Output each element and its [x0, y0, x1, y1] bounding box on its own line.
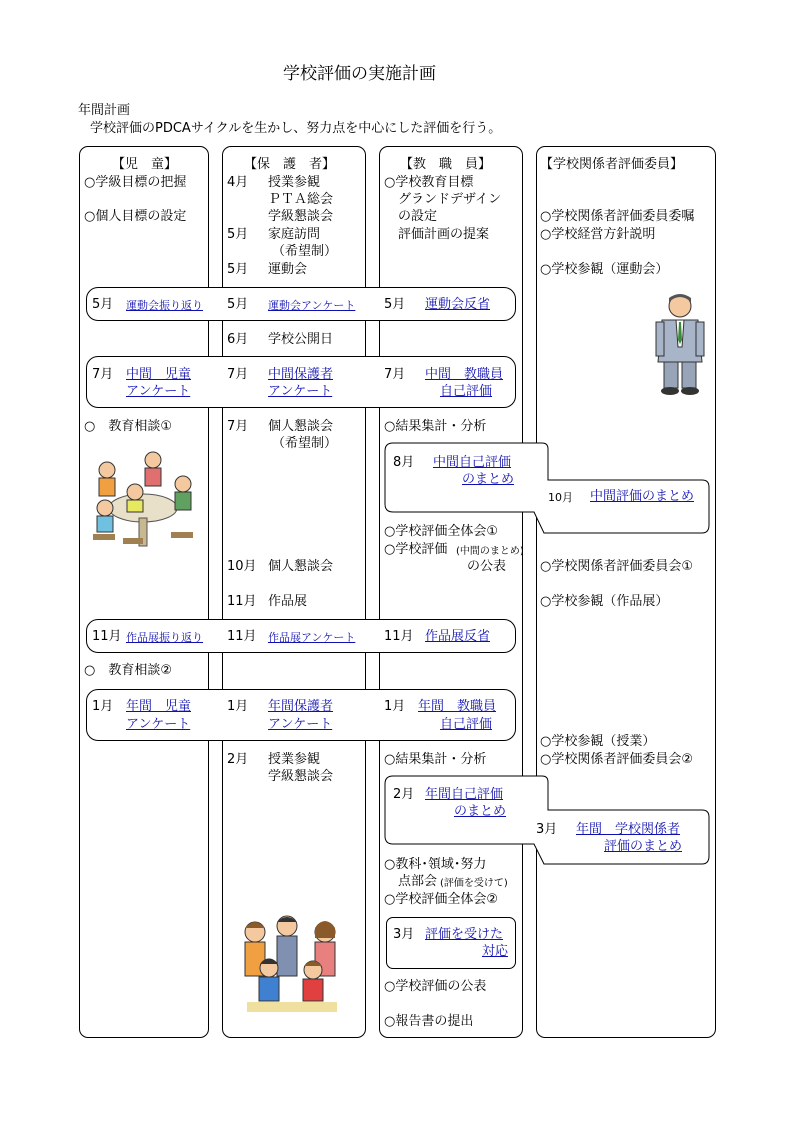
box-mar-staff-link-2[interactable]: 対応 [482, 944, 509, 959]
box-mar-staff-month: 3月 [393, 927, 415, 942]
band-nov-m1: 11月 [92, 629, 122, 644]
band-may-link-3[interactable]: 運動会反省 [425, 297, 491, 312]
committee-column [536, 146, 716, 1038]
band-may-m1: 5月 [92, 297, 114, 312]
guardians-feb-l1: 授業参観 [268, 752, 321, 767]
guardians-feb-month: 2月 [227, 752, 249, 767]
guardians-apr-l3: 学級懇談会 [268, 209, 334, 224]
box-aug-link-1[interactable]: 中間自己評価 [433, 455, 512, 470]
students-column [79, 146, 209, 1038]
guardians-apr-l2: ＰＴＡ総会 [268, 192, 334, 207]
committee-header: 【学校関係者評価委員】 [540, 157, 684, 172]
guardians-feb-l2: 学級懇談会 [268, 769, 334, 784]
band-jul-m3: 7月 [384, 367, 406, 382]
box-feb-link-2[interactable]: のまとめ [454, 804, 507, 819]
guardians-apr-l1: 授業参観 [268, 175, 321, 190]
staff-all-meeting-1: ○学校評価全体会① [384, 524, 498, 539]
committee-item-4: ○学校関係者評価委員会① [540, 559, 693, 574]
guardians-may2-month: 5月 [227, 262, 249, 277]
guardians-may-l1: 家庭訪問 [268, 227, 321, 242]
staff-publish-1-l2: の公表 [467, 559, 507, 574]
students-item-goal: ○学級目標の把握 [84, 175, 187, 190]
band-jan-link-1b[interactable]: アンケート [126, 717, 191, 732]
committee-item-7: ○学校関係者評価委員会② [540, 752, 693, 767]
guardians-apr-month: 4月 [227, 175, 249, 190]
band-may-m3: 5月 [384, 297, 406, 312]
staff-goal-l2: グランドデザイン [398, 192, 502, 207]
box-mar-committee-month: 3月 [536, 822, 558, 837]
committee-item-6: ○学校参観（授業） [540, 734, 656, 749]
section-heading: 年間計画 [78, 103, 131, 118]
committee-member-illustration [650, 292, 710, 397]
band-jul-link-2a[interactable]: 中間保護者 [268, 367, 334, 382]
children-discussion-illustration [83, 446, 203, 556]
students-header: 【児 童】 [112, 157, 178, 172]
guardians-nov-month: 11月 [227, 594, 257, 609]
guardians-may-l2: （希望制） [272, 244, 338, 259]
band-jul-link-3a[interactable]: 中間 教職員 [425, 367, 504, 382]
box-mar-committee-link-1[interactable]: 年間 学校関係者 [576, 822, 681, 837]
band-jul-m1: 7月 [92, 367, 114, 382]
guardians-oct-l1: 個人懇談会 [268, 559, 334, 574]
band-jul-link-3b[interactable]: 自己評価 [440, 384, 493, 399]
guardians-jun-l1: 学校公開日 [268, 332, 334, 347]
band-jan-link-2b[interactable]: アンケート [268, 717, 333, 732]
guardians-jul-l1: 個人懇談会 [268, 419, 334, 434]
band-jul-link-1b[interactable]: アンケート [126, 384, 191, 399]
band-nov-link-1[interactable]: 作品展振り返り [126, 631, 203, 644]
guardians-nov-l1: 作品展 [268, 594, 308, 609]
students-consult-1: ○ 教育相談① [84, 419, 172, 434]
committee-item-2: ○学校経営方針説明 [540, 227, 656, 242]
students-consult-2: ○ 教育相談② [84, 663, 172, 678]
band-jul-m2: 7月 [227, 367, 249, 382]
guardians-column [222, 146, 366, 1038]
staff-goal-l3: の設定 [398, 209, 438, 224]
section-intro: 学校評価のPDCAサイクルを生かし、努力点を中心にした評価を行う。 [90, 121, 502, 136]
band-jan-m2: 1月 [227, 699, 249, 714]
committee-item-3: ○学校参観（運動会） [540, 262, 669, 277]
committee-item-5: ○学校参観（作品展） [540, 594, 669, 609]
family-illustration [237, 912, 347, 1016]
box-feb-link-1[interactable]: 年間自己評価 [425, 787, 504, 802]
band-jan-link-3a[interactable]: 年間 教職員 [418, 699, 497, 714]
staff-all-meeting-2: ○学校評価全体会② [384, 892, 498, 907]
students-item-personal-goal: ○個人目標の設定 [84, 209, 187, 224]
band-jan-m3: 1月 [384, 699, 406, 714]
box-oct-link[interactable]: 中間評価のまとめ [590, 489, 695, 504]
staff-subject-l1: ○教科･領域･努力 [384, 857, 487, 872]
box-mar-staff-link-1[interactable]: 評価を受けた [425, 927, 504, 942]
band-may-link-2[interactable]: 運動会アンケート [268, 299, 356, 312]
staff-result-1: ○結果集計・分析 [384, 419, 487, 434]
box-aug-link-2[interactable]: のまとめ [462, 472, 515, 487]
box-oct-month: 10月 [548, 491, 573, 504]
band-jan [86, 689, 516, 741]
staff-goal-l4: 評価計画の提案 [398, 227, 490, 242]
band-nov-link-2[interactable]: 作品展アンケート [268, 631, 356, 644]
guardians-jun-month: 6月 [227, 332, 249, 347]
band-nov-m2: 11月 [227, 629, 257, 644]
staff-publish-1-l1: ○学校評価 [384, 542, 448, 557]
band-jan-link-3b[interactable]: 自己評価 [440, 717, 493, 732]
band-jul-link-1a[interactable]: 中間 児童 [126, 367, 192, 382]
staff-goal-l1: ○学校教育目標 [384, 175, 474, 190]
staff-report: ○報告書の提出 [384, 1014, 474, 1029]
staff-publish-1-note: (中間のまとめ) [456, 546, 524, 557]
guardians-oct-month: 10月 [227, 559, 257, 574]
staff-subject-l2: 点部会 [398, 874, 438, 889]
staff-publish-2: ○学校評価の公表 [384, 979, 487, 994]
guardians-header: 【保 護 者】 [244, 157, 336, 172]
guardians-jul-l2: （希望制） [272, 436, 338, 451]
box-mar-committee-link-2[interactable]: 評価のまとめ [604, 839, 683, 854]
band-nov-link-3[interactable]: 作品展反省 [425, 629, 491, 644]
band-may-link-1[interactable]: 運動会振り返り [126, 299, 203, 312]
staff-subject-note: (評価を受けて) [440, 878, 508, 889]
band-may-m2: 5月 [227, 297, 249, 312]
band-jan-m1: 1月 [92, 699, 114, 714]
band-nov-m3: 11月 [384, 629, 414, 644]
band-jan-link-2a[interactable]: 年間保護者 [268, 699, 334, 714]
guardians-may2-l1: 運動会 [268, 262, 308, 277]
band-jan-link-1a[interactable]: 年間 児童 [126, 699, 192, 714]
guardians-may-month: 5月 [227, 227, 249, 242]
staff-header: 【教 職 員】 [400, 157, 492, 172]
guardians-jul-month: 7月 [227, 419, 249, 434]
page-title: 学校評価の実施計画 [283, 64, 436, 84]
staff-result-2: ○結果集計・分析 [384, 752, 487, 767]
band-jul-link-2b[interactable]: アンケート [268, 384, 333, 399]
box-feb-month: 2月 [393, 787, 415, 802]
committee-item-1: ○学校関係者評価委員委嘱 [540, 209, 695, 224]
box-aug-month: 8月 [393, 455, 415, 470]
